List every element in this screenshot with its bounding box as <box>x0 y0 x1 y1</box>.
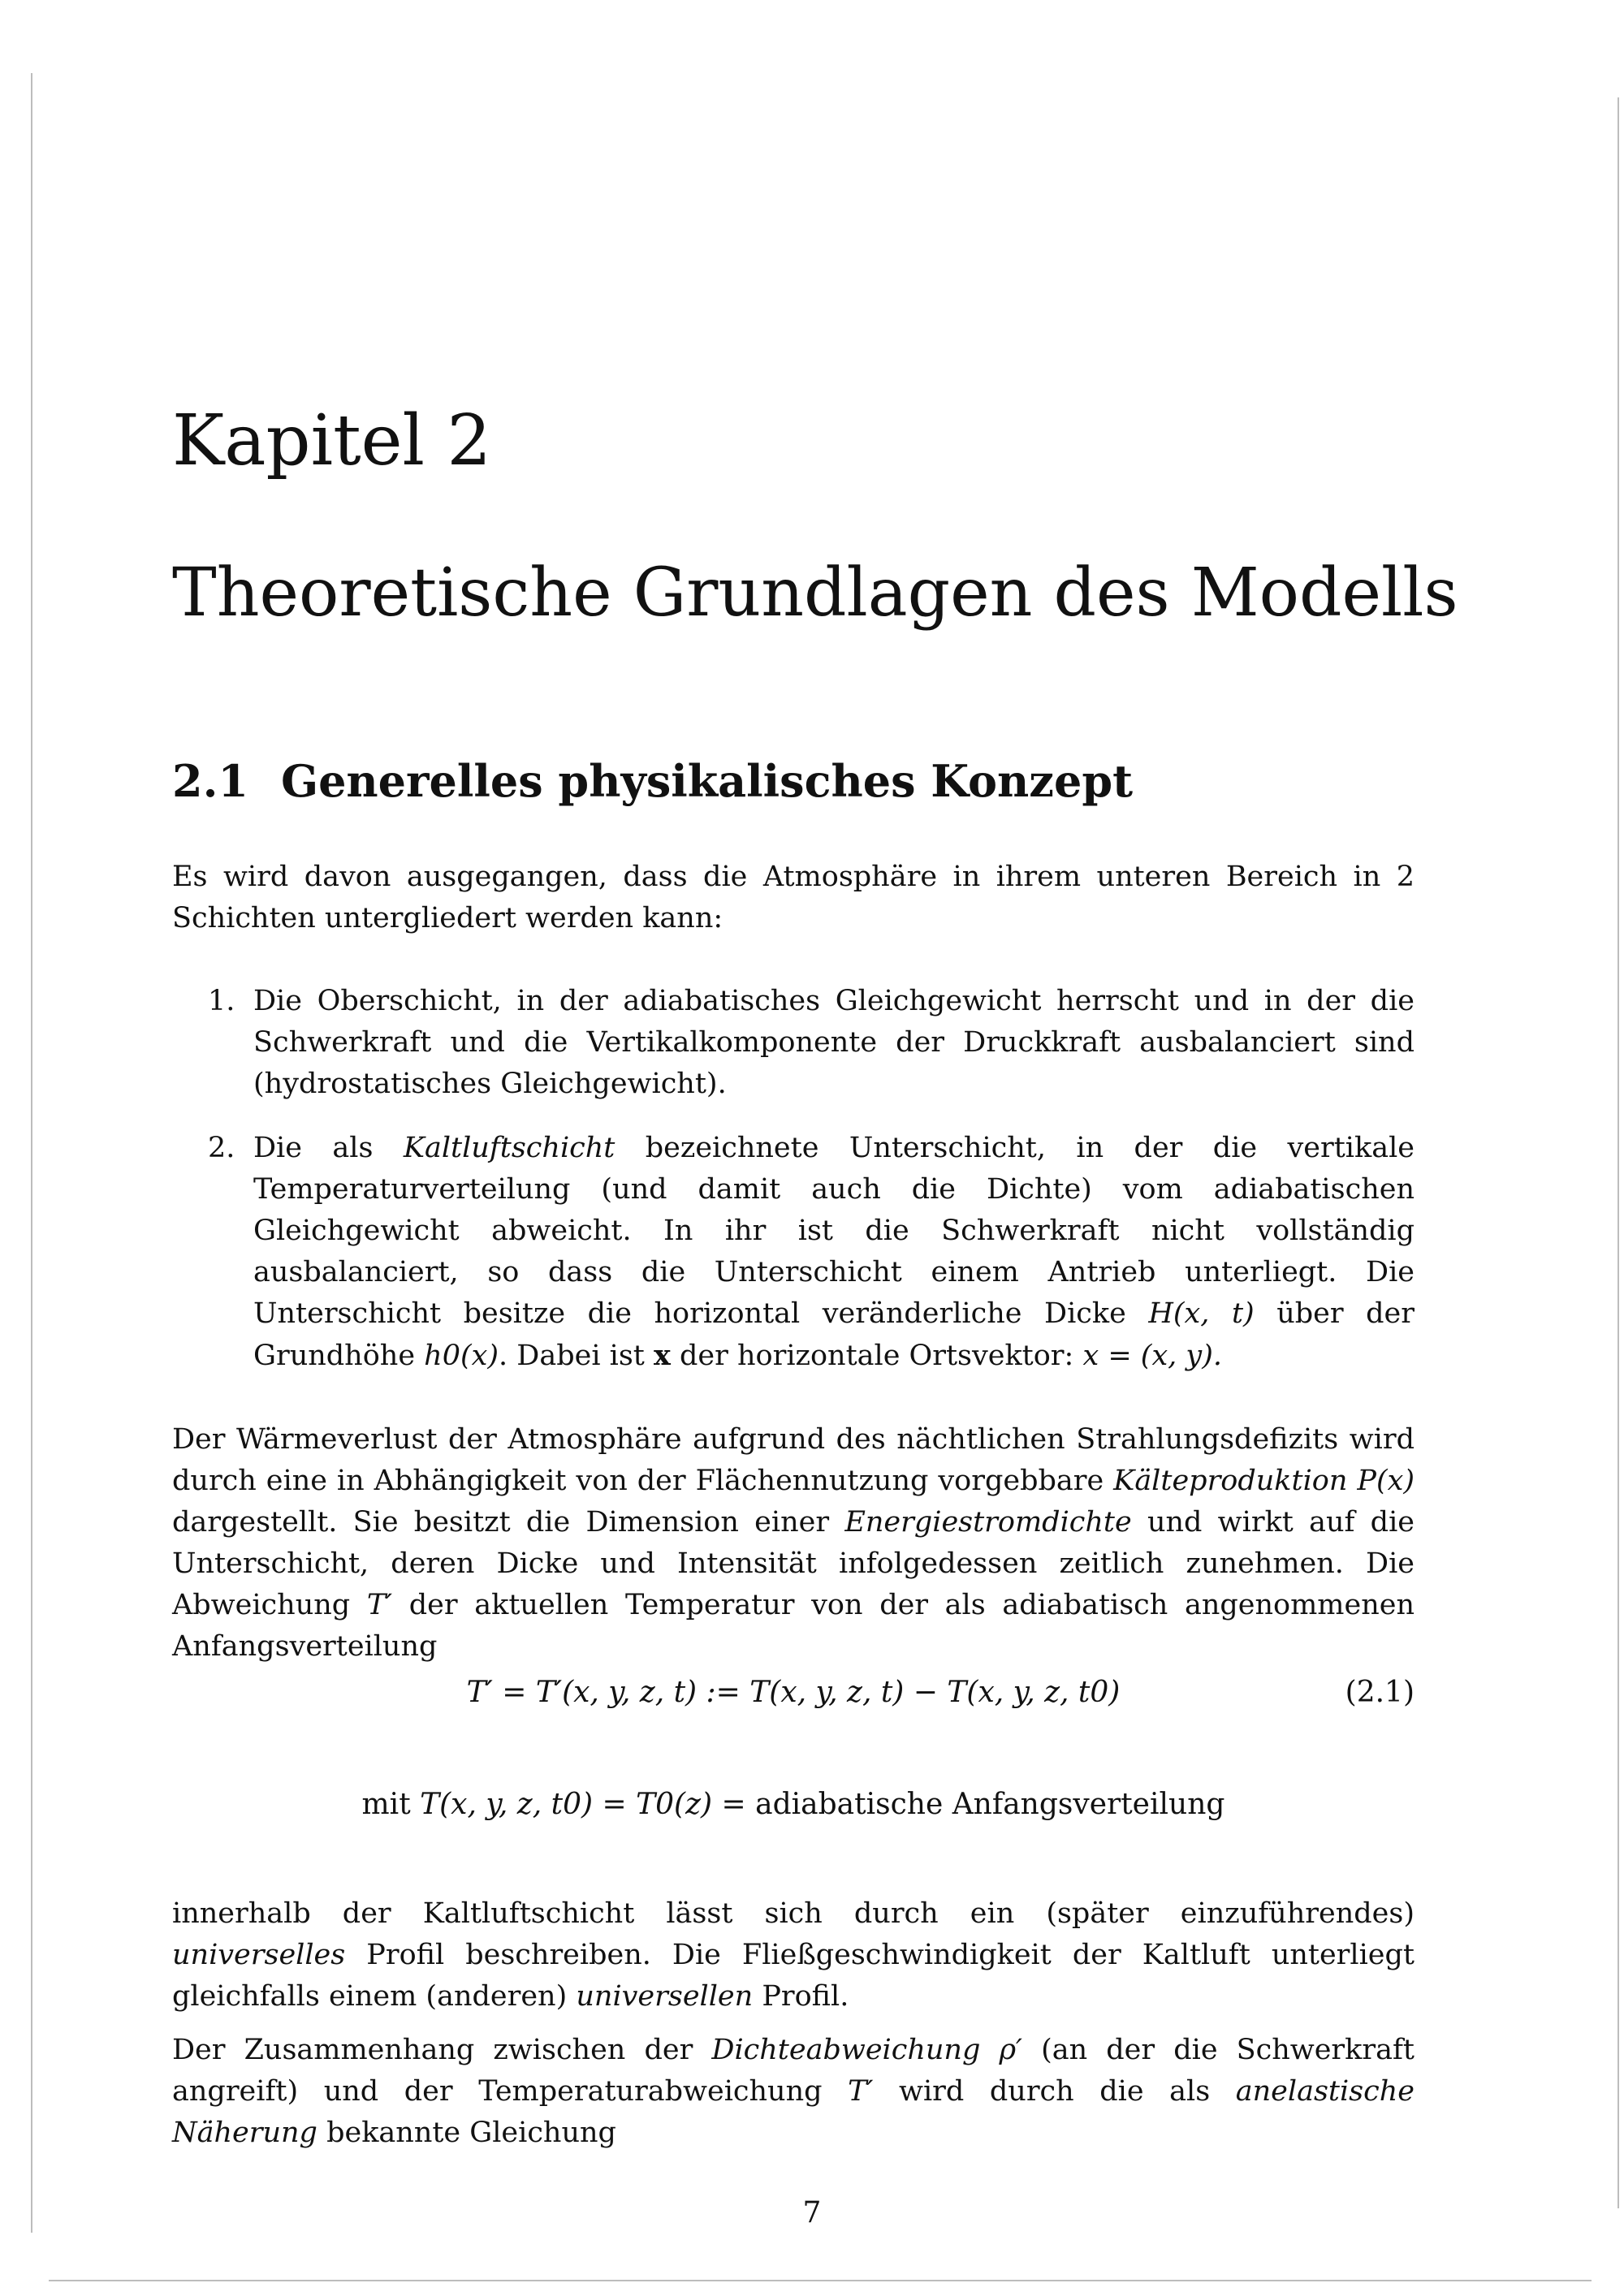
term-energiestromdichte: Energiestromdichte <box>844 1506 1132 1539</box>
para2-part1: Der Wärmeverlust der Atmosphäre aufgrund des nächtlichen Strahlungsdefizits wird durch eine in Abhängigkeit von der Flächennutzung vorgebbare <box>172 1423 1415 1497</box>
list-item-text-d: . Dabei ist <box>499 1340 654 1372</box>
term-universelles: universelles <box>172 1939 346 1971</box>
list-item-text-b: bezeichnete Unterschicht, in der die vertikale Temperaturverteilung (und damit auch die Dichte) vom adiabatischen Gleichgewicht abweicht. In ihr ist die Schwerkraft nicht vollständig ausbalanciert, so dass die Unterschicht einem Antrieb unterliegt. Die Unterschicht besitze die horizontal veränderliche Dicke <box>253 1132 1415 1330</box>
math-rho: ρ′ <box>999 2034 1022 2066</box>
equation-note-prefix: mit <box>361 1788 421 1821</box>
list-item-number: 2. <box>208 1132 235 1164</box>
paragraph-dichte <box>172 2030 1415 2154</box>
paragraph-waermeverlust <box>172 1419 1415 1668</box>
scan-edge-left <box>31 73 32 2233</box>
paragraph-profil <box>172 1893 1415 2018</box>
math-Tprime-2: T′ <box>848 2075 874 2108</box>
list-item <box>172 1128 1415 1377</box>
section-heading <box>172 755 1134 807</box>
equation-note-suffix: = adiabatische Anfangsverteilung <box>712 1788 1225 1821</box>
equation-number: (2.1) <box>1345 1676 1415 1709</box>
para4-part3: wird durch die als <box>873 2075 1236 2108</box>
scan-edge-right <box>1618 97 1619 2208</box>
list-item-text: Die Oberschicht, in der adiabatisches Gleichgewicht herrscht und in der die Schwerkraft und die Vertikalkomponente der Druckkraft ausbalanciert sind (hydrostatisches Gleichgewicht). <box>253 985 1415 1100</box>
list-item-text-e: der horizontale Ortsvektor: <box>670 1340 1083 1372</box>
math-x: x <box>654 1339 671 1372</box>
para3-part1: innerhalb der Kaltluftschicht lässt sich durch ein (später einzuführendes) <box>172 1897 1415 1930</box>
para4-part1: Der Zusammenhang zwischen der <box>172 2034 712 2066</box>
chapter-title: Theoretische Grundlagen des Modells <box>172 555 1458 632</box>
para3-part3: Profil. <box>753 1980 849 2013</box>
math-H: H(x, t) <box>1148 1297 1255 1330</box>
list-item-text-c: über der Grundhöhe <box>253 1297 1415 1372</box>
equation-note-line <box>172 1785 1415 1825</box>
equation-2-1 <box>172 1672 1415 1713</box>
equation-expression: T′ = T′(x, y, z, t) := T(x, y, z, t) − T(x, y, z, t0) <box>466 1676 1121 1709</box>
math-Tprime: T′ <box>366 1589 393 1621</box>
para2-part3: und wirkt auf die Unterschicht, deren Dicke und Intensität infolgedessen zeitlich zunehmen. Die Abweichung <box>172 1506 1415 1621</box>
term-kaelteproduktion: Kälteproduktion <box>1113 1465 1348 1497</box>
term-kaltluftschicht: Kaltluftschicht <box>403 1132 615 1164</box>
equation-note-math: T(x, y, z, t0) = T0(z) <box>420 1788 713 1821</box>
para2-part2: dargestellt. Sie besitzt die Dimension einer <box>172 1506 845 1539</box>
para4-part4: bekannte Gleichung <box>317 2117 616 2149</box>
term-dichteabweichung: Dichteabweichung <box>711 2034 981 2066</box>
chapter-label: Kapitel 2 <box>172 400 492 481</box>
para3-part2: Profil beschreiben. Die Fließgeschwindigkeit der Kaltluft unterliegt gleichfalls einem (anderen) <box>172 1939 1415 2013</box>
term-anelastische-naeherung: anelastische Näherung <box>172 2075 1415 2149</box>
intro-paragraph: Es wird davon ausgegangen, dass die Atmosphäre in ihrem unteren Bereich in 2 Schichten untergliedert werden kann: <box>172 861 1415 934</box>
list-item-number: 1. <box>208 985 235 1017</box>
math-xdef: x = (x, y). <box>1082 1340 1222 1372</box>
term-universellen: universellen <box>576 1980 754 2013</box>
section-title: Generelles physikalisches Konzept <box>280 755 1134 807</box>
para2-part4: der aktuellen Temperatur von der als adiabatisch angenommenen Anfangsverteilung <box>172 1589 1415 1663</box>
scan-edge-bottom <box>49 2280 1592 2281</box>
list-item <box>172 981 1415 1105</box>
section-number: 2.1 <box>172 755 248 807</box>
layer-list <box>172 981 1415 1377</box>
list-item-text-a: Die als <box>253 1132 404 1164</box>
page-number: 7 <box>802 2196 822 2229</box>
math-h0: h0(x) <box>424 1340 499 1372</box>
math-P: P(x) <box>1357 1465 1415 1497</box>
para4-part2: (an der die Schwerkraft angreift) und der Temperaturabweichung <box>172 2034 1415 2108</box>
equation-note <box>172 1785 1415 1825</box>
